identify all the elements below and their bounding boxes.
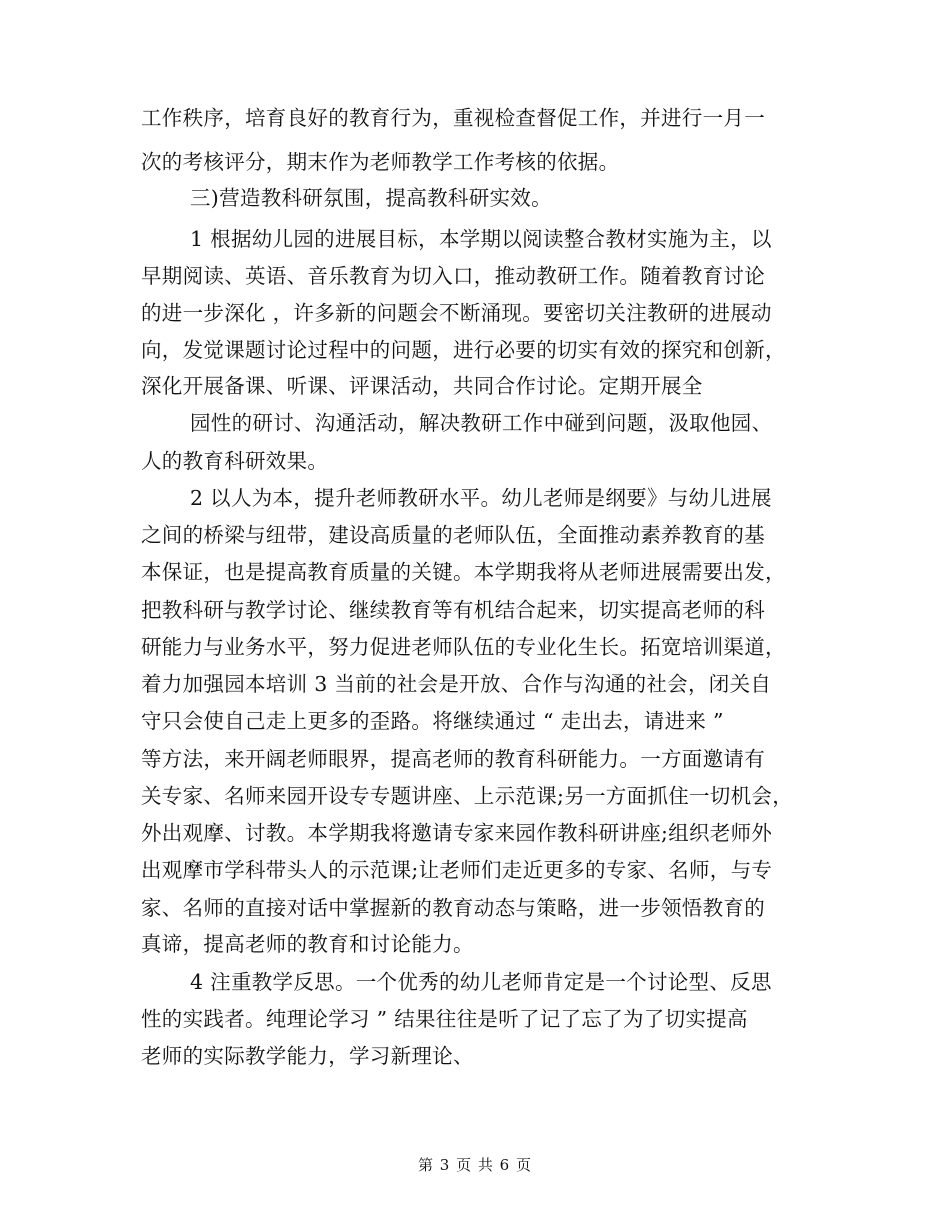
text-line: 深化开展备课、听课、评课活动，共同合作讨论。定期开展全 xyxy=(141,374,703,398)
text-line: 守只会使自己走上更多的歪路。将继续通过 “ 走出去，请进来 ” xyxy=(141,709,724,733)
text-line: 真谛，提高老师的教育和讨论能力。 xyxy=(141,932,474,956)
text-line: 本保证，也是提高教育质量的关键。本学期我将从老师进展需要出发， xyxy=(141,560,786,584)
text-line: 老师的实际教学能力，学习新理论、 xyxy=(141,1044,474,1068)
text-line: 4 注重教学反思。一个优秀的幼儿老师肯定是一个讨论型、反思 xyxy=(190,970,772,994)
text-line: 关专家、名师来园开设专专题讲座、上示范课;另一方面抓住一切机会， xyxy=(141,784,794,808)
text-line: 性的实践者。纯理论学习 ” 结果往往是听了记了忘了为了切实提高 xyxy=(141,1007,748,1031)
text-line: 向，发觉课题讨论过程中的问题，进行必要的切实有效的探究和创新， xyxy=(141,338,786,362)
text-line: 三)营造教科研氛围，提高教科研实效。 xyxy=(190,186,552,210)
text-line: 1 根据幼儿园的进展目标，本学期以阅读整合教材实施为主，以 xyxy=(190,227,772,251)
text-line: 研能力与业务水平，努力促进老师队伍的专业化生长。拓宽培训渠道， xyxy=(141,635,786,659)
text-line: 外出观摩、讨教。本学期我将邀请专家来园作教科研讲座;组织老师外 xyxy=(141,821,773,845)
text-line: 等方法，来开阔老师眼界，提高老师的教育科研能力。一方面邀请有 xyxy=(141,747,765,771)
text-line: 早期阅读、英语、音乐教育为切入口，推动教研工作。随着教育讨论 xyxy=(141,264,765,288)
text-line: 着力加强园本培训 3 当前的社会是开放、合作与沟通的社会，闭关自 xyxy=(141,672,772,696)
text-line: 人的教育科研效果。 xyxy=(141,449,329,473)
text-line: 之间的桥梁与纽带，建设高质量的老师队伍，全面推动素养教育的基 xyxy=(141,523,765,547)
text-line: 次的考核评分，期末作为老师教学工作考核的依据。 xyxy=(141,150,620,174)
text-line: 园性的研讨、沟通活动，解决教研工作中碰到问题，汲取他园、 xyxy=(190,411,773,435)
page-number: 第 3 页 共 6 页 xyxy=(418,1156,532,1174)
text-line: 的进一步深化 ，许多新的问题会不断涌现。要密切关注教研的进展动 xyxy=(141,301,772,325)
text-line: 工作秩序，培育良好的教育行为，重视检查督促工作，并进行一月一 xyxy=(141,106,765,130)
text-line: 把教科研与教学讨论、继续教育等有机结合起来，切实提高老师的科 xyxy=(141,598,765,622)
text-line: 2 以人为本，提升老师教研水平。幼儿老师是纲要》与幼儿进展 xyxy=(190,486,772,510)
text-line: 出观摩市学科带头人的示范课;让老师们走近更多的专家、名师，与专 xyxy=(141,858,773,882)
text-line: 家、名师的直接对话中掌握新的教育动态与策略，进一步领悟教育的 xyxy=(141,896,765,920)
